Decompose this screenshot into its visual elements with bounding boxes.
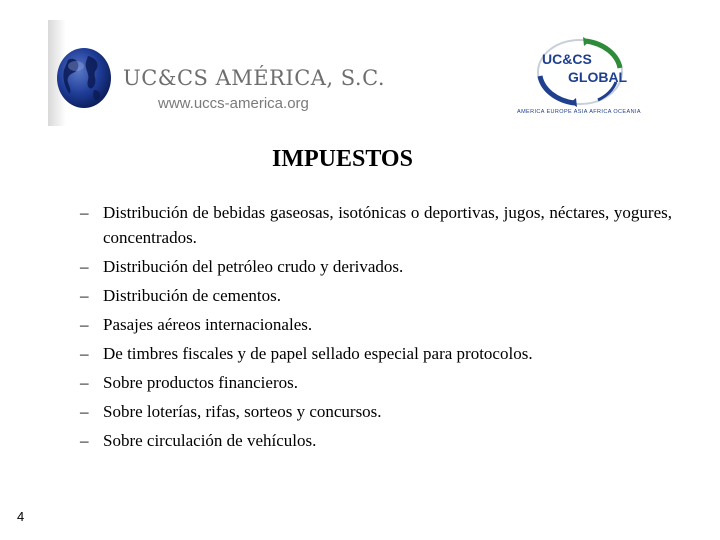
page-number: 4	[17, 509, 25, 524]
list-item-text: Distribución del petróleo crudo y derivados.	[103, 257, 404, 276]
global-logo-line1: UC&CS	[542, 51, 592, 67]
brand-url: www.uccs-america.org	[158, 95, 309, 112]
bullet-list	[80, 200, 672, 457]
slide-title: IMPUESTOS	[272, 146, 413, 172]
bullet-marker: –	[80, 402, 89, 421]
brand-title: UC&CS AMÉRICA, S.C.	[123, 66, 386, 90]
bullet-marker: –	[80, 431, 89, 450]
list-item-text: Sobre loterías, rifas, sorteos y concursos.	[103, 402, 382, 421]
global-logo-icon	[528, 36, 632, 108]
bullet-marker: –	[80, 344, 89, 363]
list-item-text: Sobre circulación de vehículos.	[103, 431, 317, 450]
bullet-marker: –	[80, 315, 89, 334]
list-item-text: Pasajes aéreos internacionales.	[103, 315, 313, 334]
list-item-text: Sobre productos financieros.	[103, 373, 298, 392]
list-item	[80, 200, 672, 250]
list-item	[80, 283, 672, 308]
bullet-marker: –	[80, 286, 89, 305]
list-item	[80, 254, 672, 279]
bullet-marker: –	[80, 373, 89, 392]
global-logo-line2: GLOBAL	[568, 69, 628, 85]
bullet-marker: –	[80, 257, 89, 276]
globe-logo-icon	[54, 46, 114, 110]
list-item	[80, 341, 672, 366]
list-item-text: Distribución de cementos.	[103, 286, 281, 305]
list-item	[80, 370, 672, 395]
list-item-text: De timbres fiscales y de papel sellado especial para protocolos.	[103, 344, 533, 363]
list-item	[80, 312, 672, 337]
bullet-marker: –	[80, 203, 89, 222]
global-regions: AMERICA EUROPE ASIA AFRICA OCEANIA	[517, 109, 641, 115]
list-item	[80, 428, 672, 453]
list-item-text: Distribución de bebidas gaseosas, isotónicas o deportivas, jugos, néctares, yogures, concentrados.	[103, 203, 672, 247]
list-item	[80, 399, 672, 424]
